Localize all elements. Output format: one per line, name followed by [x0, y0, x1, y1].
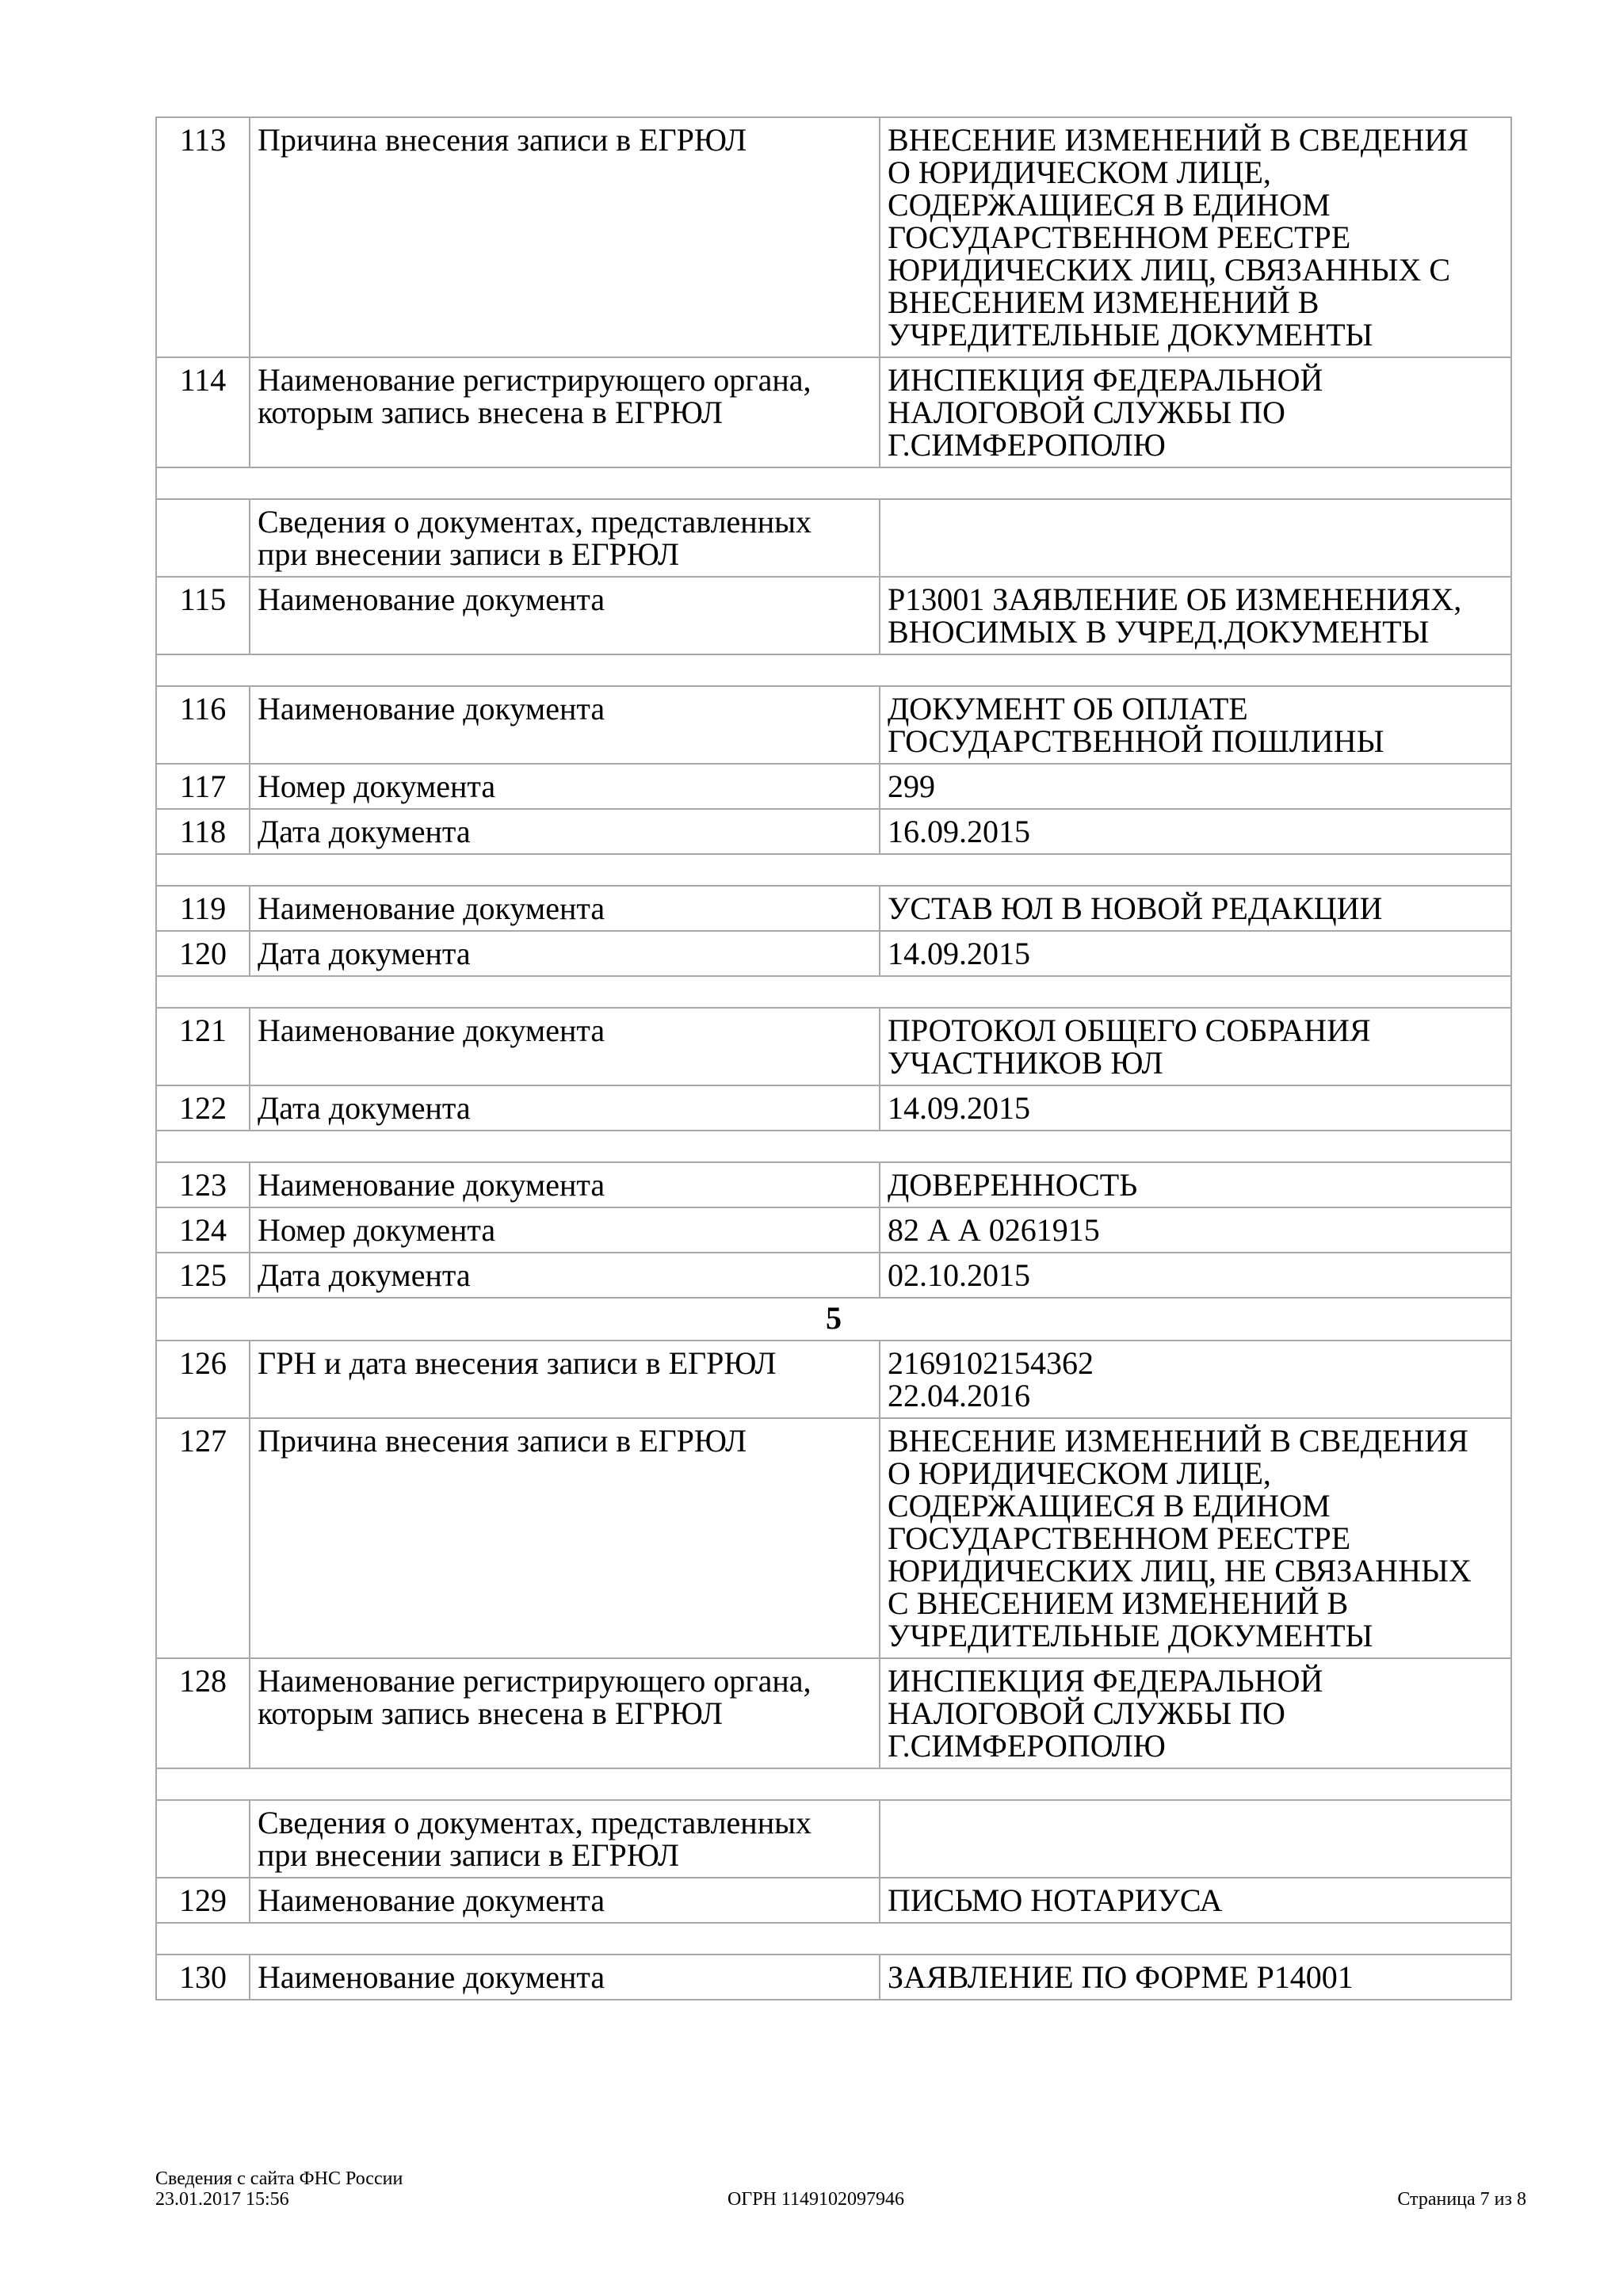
row-field-value-cell: ИНСПЕКЦИЯ ФЕДЕРАЛЬНОЙ НАЛОГОВОЙ СЛУЖБЫ ПО Г.СИМФЕРОПОЛЮ [880, 1658, 1511, 1768]
row-field-value-cell: ВНЕСЕНИЕ ИЗМЕНЕНИЙ В СВЕДЕНИЯ О ЮРИДИЧЕСКОМ ЛИЦЕ, СОДЕРЖАЩИЕСЯ В ЕДИНОМ ГОСУДАРСТВЕННОМ РЕЕСТРЕ ЮРИДИЧЕСКИХ ЛИЦ, НЕ СВЯЗАННЫХ С ВНЕСЕНИЕМ ИЗМЕНЕНИЙ В УЧРЕДИТЕЛЬНЫЕ ДОКУМЕНТЫ [880, 1418, 1511, 1658]
row-field-value-cell: 299 [880, 764, 1511, 809]
row-field-value-cell [880, 1800, 1511, 1878]
table-row [156, 1341, 1511, 1418]
table-row [156, 1085, 1511, 1131]
row-number-cell: 118 [156, 809, 250, 854]
egrul-record-table-body [156, 117, 1511, 2000]
row-field-name-cell: Наименование документа [250, 686, 880, 764]
row-field-value-cell: ВНЕСЕНИЕ ИЗМЕНЕНИЙ В СВЕДЕНИЯ О ЮРИДИЧЕСКОМ ЛИЦЕ, СОДЕРЖАЩИЕСЯ В ЕДИНОМ ГОСУДАРСТВЕННОМ РЕЕСТРЕ ЮРИДИЧЕСКИХ ЛИЦ, СВЯЗАННЫХ С ВНЕСЕНИЕМ ИЗМЕНЕНИЙ В УЧРЕДИТЕЛЬНЫЕ ДОКУМЕНТЫ [880, 117, 1511, 357]
row-field-value-cell: ИНСПЕКЦИЯ ФЕДЕРАЛЬНОЙ НАЛОГОВОЙ СЛУЖБЫ ПО Г.СИМФЕРОПОЛЮ [880, 357, 1511, 467]
row-field-value-cell [880, 499, 1511, 577]
row-field-value-cell: Р13001 ЗАЯВЛЕНИЕ ОБ ИЗМЕНЕНИЯХ, ВНОСИМЫХ В УЧРЕД.ДОКУМЕНТЫ [880, 577, 1511, 654]
row-field-value-cell: 02.10.2015 [880, 1253, 1511, 1298]
footer-ogrn: ОГРН 1149102097946 [727, 2189, 904, 2210]
row-field-name-cell: Наименование документа [250, 1162, 880, 1207]
section-header-row [156, 1298, 1511, 1341]
row-number-cell: 128 [156, 1658, 250, 1768]
spacer-row [156, 1923, 1511, 1955]
table-row [156, 1878, 1511, 1923]
table-row [156, 1253, 1511, 1298]
row-number-cell: 130 [156, 1955, 250, 2000]
spacer-cell [156, 1768, 1511, 1800]
row-field-name-cell: Наименование документа [250, 1878, 880, 1923]
row-field-value-cell: 14.09.2015 [880, 1085, 1511, 1131]
table-row [156, 357, 1511, 467]
table-row [156, 1658, 1511, 1768]
row-number-cell: 126 [156, 1341, 250, 1418]
footer-page-number: Страница 7 из 8 [1397, 2189, 1526, 2210]
row-field-value-cell: 16.09.2015 [880, 809, 1511, 854]
row-field-value-cell: УСТАВ ЮЛ В НОВОЙ РЕДАКЦИИ [880, 886, 1511, 931]
table-row [156, 1008, 1511, 1085]
row-field-name-cell: Дата документа [250, 931, 880, 976]
table-row [156, 577, 1511, 654]
table-row [156, 764, 1511, 809]
row-field-name-cell: ГРН и дата внесения записи в ЕГРЮЛ [250, 1341, 880, 1418]
row-field-name-cell: Сведения о документах, представленных при внесении записи в ЕГРЮЛ [250, 499, 880, 577]
spacer-row [156, 654, 1511, 686]
row-field-value-cell: ПРОТОКОЛ ОБЩЕГО СОБРАНИЯ УЧАСТНИКОВ ЮЛ [880, 1008, 1511, 1085]
row-number-cell: 125 [156, 1253, 250, 1298]
spacer-row [156, 1768, 1511, 1800]
row-number-cell: 115 [156, 577, 250, 654]
table-row [156, 1800, 1511, 1878]
row-number-cell: 117 [156, 764, 250, 809]
row-field-name-cell: Причина внесения записи в ЕГРЮЛ [250, 1418, 880, 1658]
spacer-cell [156, 1131, 1511, 1162]
row-field-value-cell: 82 А А 0261915 [880, 1207, 1511, 1253]
table-row [156, 686, 1511, 764]
spacer-row [156, 854, 1511, 886]
spacer-row [156, 976, 1511, 1008]
row-field-name-cell: Наименование документа [250, 886, 880, 931]
table-row [156, 499, 1511, 577]
table-row [156, 886, 1511, 931]
row-field-name-cell: Номер документа [250, 1207, 880, 1253]
row-field-value-cell: ПИСЬМО НОТАРИУСА [880, 1878, 1511, 1923]
row-field-name-cell: Причина внесения записи в ЕГРЮЛ [250, 117, 880, 357]
row-field-name-cell: Наименование документа [250, 577, 880, 654]
table-row [156, 1418, 1511, 1658]
row-number-cell: 116 [156, 686, 250, 764]
row-field-name-cell: Наименование регистрирующего органа, которым запись внесена в ЕГРЮЛ [250, 357, 880, 467]
row-field-name-cell: Дата документа [250, 1253, 880, 1298]
row-field-name-cell: Наименование документа [250, 1008, 880, 1085]
row-field-value-cell: ЗАЯВЛЕНИЕ ПО ФОРМЕ Р14001 [880, 1955, 1511, 2000]
row-number-cell: 113 [156, 117, 250, 357]
spacer-cell [156, 654, 1511, 686]
row-number-cell: 120 [156, 931, 250, 976]
row-number-cell: 123 [156, 1162, 250, 1207]
row-field-value-cell: ДОВЕРЕННОСТЬ [880, 1162, 1511, 1207]
row-number-cell: 127 [156, 1418, 250, 1658]
row-field-value-cell: ДОКУМЕНТ ОБ ОПЛАТЕ ГОСУДАРСТВЕННОЙ ПОШЛИНЫ [880, 686, 1511, 764]
table-row [156, 1207, 1511, 1253]
table-row [156, 117, 1511, 357]
row-number-cell: 114 [156, 357, 250, 467]
table-row [156, 809, 1511, 854]
row-field-value-cell: 2169102154362 22.04.2016 [880, 1341, 1511, 1418]
egrul-record-table [155, 116, 1512, 2000]
spacer-cell [156, 467, 1511, 499]
table-row [156, 1162, 1511, 1207]
row-number-cell [156, 1800, 250, 1878]
row-field-name-cell: Наименование регистрирующего органа, которым запись внесена в ЕГРЮЛ [250, 1658, 880, 1768]
row-field-value-cell: 14.09.2015 [880, 931, 1511, 976]
row-field-name-cell: Дата документа [250, 1085, 880, 1131]
spacer-row [156, 467, 1511, 499]
row-field-name-cell: Дата документа [250, 809, 880, 854]
spacer-row [156, 1131, 1511, 1162]
row-field-name-cell: Номер документа [250, 764, 880, 809]
row-number-cell: 121 [156, 1008, 250, 1085]
table-row [156, 1955, 1511, 2000]
row-field-name-cell: Наименование документа [250, 1955, 880, 2000]
row-number-cell: 124 [156, 1207, 250, 1253]
row-field-name-cell: Сведения о документах, представленных при внесении записи в ЕГРЮЛ [250, 1800, 880, 1878]
row-number-cell: 122 [156, 1085, 250, 1131]
row-number-cell: 129 [156, 1878, 250, 1923]
spacer-cell [156, 976, 1511, 1008]
row-number-cell [156, 499, 250, 577]
row-number-cell: 119 [156, 886, 250, 931]
section-number: 5 [156, 1298, 1511, 1341]
footer-source-and-date: Сведения с сайта ФНС России 23.01.2017 15:56 [155, 2168, 403, 2210]
table-row [156, 931, 1511, 976]
spacer-cell [156, 1923, 1511, 1955]
spacer-cell [156, 854, 1511, 886]
